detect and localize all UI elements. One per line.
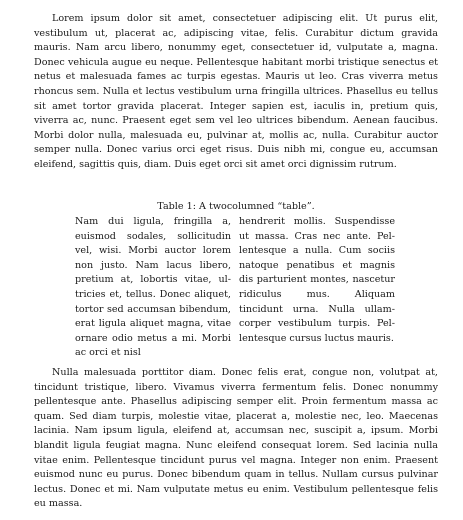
table-right-column: hendrerit mollis. Suspendisse ut massa. Cras nec ante. Pellentesque a nulla. Cum sociis natoque penatibus et magnis dis parturient montes, nascetur ridiculus mus. Aliquam tincidunt urna. Nulla ullamcorper vestibulum turpis. Pellentesque cursus luctus mauris.	[239, 216, 395, 344]
table-left-column: Nam dui ligula, fringilla a, euismod sodales, sollicitudin vel, wisi. Morbi auctor lorem non justo. Nam lacus libero, pretium at, lobortis vitae, ultricies et, tellus. Donec aliquet, tortor sed accumsan bibendum, erat ligula aliquet magna, vitae ornare odio metus a mi. Morbi ac orci et nisl	[75, 216, 231, 359]
body-paragraph-2: Nulla malesuada porttitor diam. Donec felis erat, congue non, volutpat at, tincidunt tristique, libero. Vivamus viverra fermentum felis. Donec nonummy pellentesque ante. Phasellus adipiscing semper elit. Proin fermentum massa ac quam. Sed diam turpis, molestie vitae, placerat a, molestie nec, leo. Maecenas lacinia. Nam ipsum ligula, eleifend at, accumsan nec, suscipit a, ipsum. Morbi blandit ligula feugiat magna. Nunc eleifend consequat lorem. Sed lacinia nulla vitae enim. Pellentesque tincidunt purus vel magna. Integer non enim. Praesent euismod nunc eu purus. Donec bibendum quam in tellus. Nullam cursus pulvinar lectus. Donec et mi. Nam vulputate metus eu enim. Vestibulum pellentesque felis eu massa.	[34, 367, 438, 510]
two-column-table	[75, 215, 395, 361]
table-caption: Table 1: A twocolumned “table”.	[157, 201, 315, 212]
body-paragraph-1: Lorem ipsum dolor sit amet, consectetuer adipiscing elit. Ut purus elit, vestibulum ut, placerat ac, adipiscing vitae, felis. Curabitur dictum gravida mauris. Nam arcu libero, nonummy eget, consectetuer id, vulputate a, magna. Donec vehicula augue eu neque. Pellentesque habitant morbi tristique senectus et netus et malesuada fames ac turpis egestas. Mauris ut leo. Cras viverra metus rhoncus sem. Nulla et lectus vestibulum urna fringilla ultrices. Phasellus eu tellus sit amet tortor gravida placerat. Integer sapien est, iaculis in, pretium quis, viverra ac, nunc. Praesent eget sem vel leo ultrices bibendum. Aenean faucibus. Morbi dolor nulla, malesuada eu, pulvinar at, mollis ac, nulla. Curabitur auctor semper nulla. Donec varius orci eget risus. Duis nibh mi, congue eu, accumsan eleifend, sagittis quis, diam. Duis eget orci sit amet orci dignissim rutrum.	[34, 13, 438, 170]
